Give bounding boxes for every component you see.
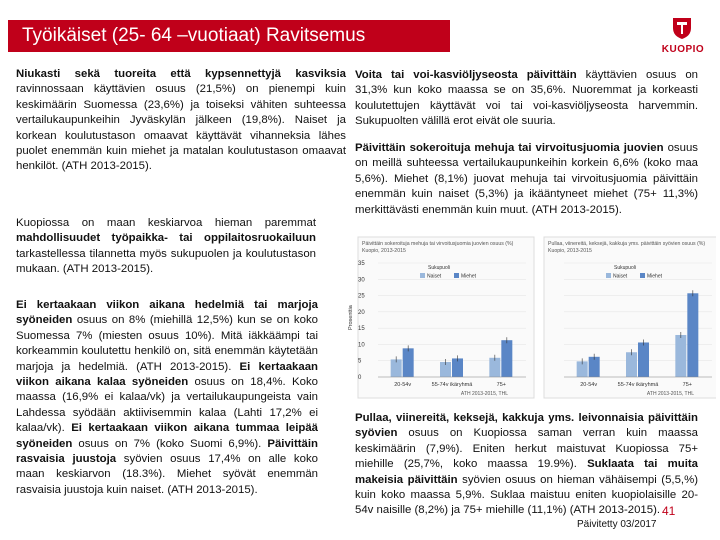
x-tick-label: 55-74v ikäryhmä — [431, 382, 473, 388]
legend-title: Sukupuoli — [428, 265, 450, 271]
y-tick-label: 10 — [358, 342, 365, 349]
p3-bold2: Ei kertaakaan viikon aikana kalaa syöneiden — [16, 360, 318, 389]
p3-t2: osuus on 18,4%. Koko maassa (16,9% ei kalaa/vk) ja vertailukaupungeista vain Lahdessa syödään aktiivisemmin kalaa (Lahti 17,2% ei kalaa/vk). — [16, 376, 318, 435]
r2-text: osuus on meillä suhteessa vertailukaupunkeihin korkein 6,6% (koko maa 5,6%). Miehet (8,1%) juovat mehuja tai virvoitusjuomia päivittäin enemmän kuin naiset (5,3%) ja ikääntyneet miehet (75+ 11,3%) merkittävästi enemmän kuin muut. (ATH 2013-2015). — [355, 142, 698, 216]
chart-source: ATH 2013-2015, THL — [646, 391, 694, 397]
r3-bold2: Suklaata tai muita makeisia päivittäin — [355, 458, 698, 486]
p3-t1: osuus on 8% (miehillä 12,5%) kun se on koko Suomessa 7% (miesten osuus 10%). Mitä iäkkäämpi tai korkeammin koulutettu henkilö on, sitä enemmän käytetään marjoja ja hedelmiä. (ATH 2013-2015). — [16, 314, 318, 373]
legend-swatch — [606, 273, 611, 278]
y-tick-label: 25 — [358, 293, 365, 300]
chart-title: Päivittäin sokeroituja mehuja tai virvoitusjuomia juovien osuus (%) — [362, 241, 514, 247]
r1-bold: Voita tai voi-kasviöljyseosta päivittäin — [355, 69, 577, 81]
x-tick-label: 20-54v — [394, 382, 412, 388]
y-tick-label: 15 — [358, 326, 365, 333]
chart-title: Pullaa, viinereitä, keksejä, kakkuja yms. päivittäin syövien osuus (%) — [548, 241, 706, 247]
legend-label: Miehet — [461, 273, 477, 280]
page-title: Työikäiset (25- 64 –vuotiaat) Ravitsemus — [22, 25, 366, 46]
r2-bold: Päivittäin sokeroituja mehuja tai virvoitusjuomia juovien — [355, 142, 664, 154]
p3-t4: syövien osuus 17,4% on alle koko maan keskiarvon (18.3%). Miehet syövät enemmän rasvaisia juustoja kuin naiset. (ATH 2013-2015). — [16, 453, 318, 496]
y-tick-label: 35 — [358, 261, 365, 267]
kuopio-logo — [661, 16, 705, 62]
x-tick-label: 20-54v — [580, 382, 598, 388]
y-axis-label: Prosenttia — [348, 305, 354, 330]
p3-bold4: Päivittäin rasvaisia juustoja — [16, 437, 318, 466]
bar — [638, 342, 649, 377]
updated-date: Päivitetty 03/2017 — [577, 519, 657, 530]
chart-source: ATH 2013-2015, THL — [460, 391, 508, 397]
x-tick-label: 55-74v ikäryhmä — [617, 382, 659, 388]
paragraph-pastries-sweets — [355, 411, 698, 519]
bar — [687, 293, 698, 377]
p3-bold3: Ei kertaakaan viikon aikana tummaa leipää syöneiden — [16, 422, 318, 450]
y-tick-label: 0 — [358, 375, 362, 381]
bar — [403, 348, 414, 377]
page-number: 41 — [662, 504, 676, 518]
paragraph-butter — [355, 68, 698, 130]
legend-title: Sukupuoli — [614, 265, 636, 271]
legend-label: Naiset — [427, 273, 442, 280]
paragraph-fruit-fish-bread — [16, 298, 318, 498]
y-tick-label: 5 — [358, 358, 362, 365]
bar — [589, 357, 600, 377]
p1-bold: Niukasti sekä tuoreita että kypsennettyjä kasviksia — [16, 68, 346, 80]
p2-post: tarkastellessa tilannetta myös sukupuolen ja koulutustason mukaan. (ATH 2013-2015). — [16, 247, 316, 276]
p1-rest: ravinnossaan käyttävien osuus (21,5%) on pienempi kuin keskimäärin Suomessa (23,6%) ja toiseksi vähiten suhteessa vertailukaupunkeihin Jyväskylän jälkeen (19,8%). Naiset ja korkean koulutustason omaavat käyttävät vihanneksia lähes puolet enemmän kuin miehet ja matalan koulutustason omaavat henkilöt. (ATH 2013-2015). — [16, 83, 346, 173]
legend-swatch — [640, 273, 645, 278]
y-tick-label: 30 — [358, 277, 365, 284]
coat-of-arms-icon — [671, 16, 693, 40]
paragraph-vegetables — [16, 67, 346, 175]
p3-bold1: Ei kertaakaan viikon aikana hedelmiä tai marjoja syöneiden — [16, 299, 318, 327]
chart-subtitle: Kuopio, 2013-2015 — [548, 248, 592, 254]
legend-label: Naiset — [613, 273, 628, 280]
p2-bold: mahdollisuudet työpaikka- tai oppilaitosruokailuun — [16, 232, 316, 245]
logo-text: KUOPIO — [661, 44, 705, 55]
chart-subtitle: Kuopio, 2013-2015 — [362, 248, 406, 254]
legend-swatch — [454, 273, 459, 278]
legend-label: Miehet — [647, 273, 663, 280]
title-bar — [8, 20, 450, 52]
bar — [501, 340, 512, 377]
r1-text: käyttävien osuus on 31,3% kun koko maassa se on 35,6%. Nuoremmat ja korkeasti koulutettujen käyttävät voi tai voi-kasviöljyseosta harvemmin. Sukupuolten välillä erot eivät ole suuria. — [355, 69, 698, 128]
bar-charts — [344, 235, 716, 400]
r3-t1: osuus on Kuopiossa saman verran kuin maassa keskimäärin (7,9%). Eniten herkut maistuvat Kuopiossa 75+ miehille (25,7%, koko maassa 19.9%). — [355, 427, 698, 471]
r3-t2: syövien osuus on hieman vähäisempi (5,5,%) kuin koko maassa 5,9%. Suklaa maistuu eniten kuopiolaisille 20-54v naisille (8,2%) ja 75+ miehille (11,1%) (ATH 2013-2015). — [355, 473, 698, 517]
legend-swatch — [420, 273, 425, 278]
bar — [626, 352, 637, 377]
x-tick-label: 75+ — [682, 382, 693, 388]
paragraph-juice — [355, 141, 698, 218]
p2-pre: Kuopiossa on maan keskiarvoa hieman paremmat — [16, 217, 316, 229]
bar — [675, 335, 686, 377]
r3-bold1: Pullaa, viinereitä, keksejä, kakkuja yms. leivonnaisia päivittäin syövien — [355, 412, 698, 440]
x-tick-label: 75+ — [496, 382, 507, 388]
y-tick-label: 20 — [358, 309, 365, 316]
paragraph-workplace-meals — [16, 216, 316, 278]
p3-t3: osuus on 7% (koko Suomi 6,9%). — [72, 437, 268, 450]
